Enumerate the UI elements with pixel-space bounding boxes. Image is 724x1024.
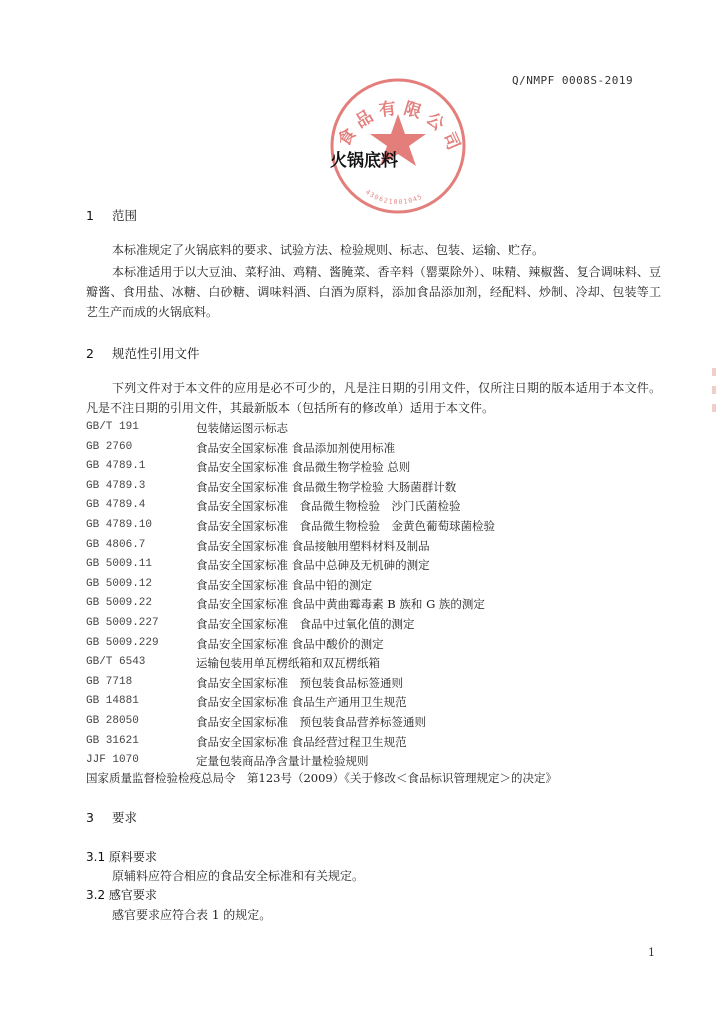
decree-reference: 国家质量监督检验检疫总局令 第123号（2009）《关于修改＜食品标识管理规定＞的决定》 [86,771,557,785]
subsection-number: 3.2 [86,888,106,902]
reference-code: GB 28050 [86,715,139,727]
subsection-3-1-text: 原辅料应符合相应的食品安全标准和有关规定。 [112,869,365,883]
reference-code: GB 7718 [86,676,133,688]
reference-title: 食品安全国家标准 食品微生物学检验 大肠菌群计数 [196,480,457,494]
section-1-heading [86,206,137,224]
seal-number: 430621001045 [363,188,425,207]
subsection-3-1-heading [86,848,157,865]
subsection-3-2-heading [86,886,157,903]
reference-code: JJF 1070 [86,754,139,766]
reference-title: 定量包装商品净含量计量检验规则 [196,754,369,768]
subsection-number: 3.1 [86,850,106,864]
reference-code: GB/T 6543 [86,656,146,668]
section-3-heading [86,808,137,826]
section-2-heading [86,344,200,362]
subsection-title: 感官要求 [108,888,157,902]
reference-title: 食品安全国家标准 食品中过氧化值的测定 [196,617,415,631]
reference-code: GB 4789.4 [86,499,146,511]
reference-code: GB 5009.227 [86,617,159,629]
reference-title: 食品安全国家标准 食品微生物检验 沙门氏菌检验 [196,499,461,513]
reference-code: GB 14881 [86,695,139,707]
reference-title: 食品安全国家标准 食品生产通用卫生规范 [196,695,407,709]
page-number: 1 [648,946,655,959]
reference-title: 食品安全国家标准 食品中铅的测定 [196,578,373,592]
reference-title: 包装储运图示标志 [196,421,288,435]
seal-text: 食品有限公司 [334,98,466,159]
reference-code: GB/T 191 [86,421,139,433]
standard-id: Q/NMPF 0008S-2019 [512,74,634,87]
company-seal [318,70,478,220]
reference-code: GB 5009.22 [86,597,153,609]
reference-title: 食品安全国家标准 食品经营过程卫生规范 [196,735,407,749]
reference-title: 食品安全国家标准 食品中总砷及无机砷的测定 [196,558,430,572]
document-title: 火锅底料 [330,151,398,171]
subsection-3-2-text: 感官要求应符合表 1 的规定。 [112,908,272,922]
reference-title: 食品安全国家标准 食品微生物检验 金黄色葡萄球菌检验 [196,519,495,533]
reference-code: GB 5009.12 [86,578,153,590]
reference-code: GB 2760 [86,441,133,453]
edge-binding-mark [712,368,718,430]
reference-title: 食品安全国家标准 预包装食品营养标签通则 [196,715,426,729]
section-title: 范围 [112,208,138,223]
section-title: 规范性引用文件 [112,346,200,361]
references-intro: 下列文件对于本文件的应用是必不可少的，凡是注日期的引用文件，仅所注日期的版本适用于本文件。凡是不注日期的引用文件，其最新版本（包括所有的修改单）适用于本文件。 [86,381,661,415]
scope-paragraph-1: 本标准规定了火锅底料的要求、试验方法、检验规则、标志、包装、运输、贮存。 [112,243,545,257]
subsection-title: 原料要求 [108,850,157,864]
reference-title: 运输包装用单瓦楞纸箱和双瓦楞纸箱 [196,656,380,670]
section-number: 2 [86,346,94,361]
reference-title: 食品安全国家标准 食品中酸价的测定 [196,637,384,651]
section-title: 要求 [112,810,138,825]
reference-code: GB 4789.3 [86,480,146,492]
reference-code: GB 5009.229 [86,637,159,649]
reference-code: GB 5009.11 [86,558,153,570]
reference-title: 食品安全国家标准 食品添加剂使用标准 [196,441,396,455]
reference-code: GB 31621 [86,735,139,747]
section-number: 3 [86,810,94,825]
reference-title: 食品安全国家标准 食品中黄曲霉毒素 B 族和 G 族的测定 [196,597,485,611]
reference-title: 食品安全国家标准 预包装食品标签通则 [196,676,403,690]
reference-code: GB 4806.7 [86,539,146,551]
reference-title: 食品安全国家标准 食品微生物学检验 总则 [196,460,411,474]
reference-title: 食品安全国家标准 食品接触用塑料材料及制品 [196,539,430,553]
reference-code: GB 4789.10 [86,519,153,531]
scope-paragraph-2: 本标准适用于以大豆油、菜籽油、鸡精、酱腌菜、香辛料（罂粟除外）、味精、辣椒酱、复合调味料、豆瓣酱、食用盐、冰糖、白砂糖、调味料酒、白酒为原料，添加食品添加剂，经配料、炒制、冷却、包装等工艺生产而成的火锅底料。 [86,265,661,319]
reference-code: GB 4789.1 [86,460,146,472]
section-number: 1 [86,208,94,223]
